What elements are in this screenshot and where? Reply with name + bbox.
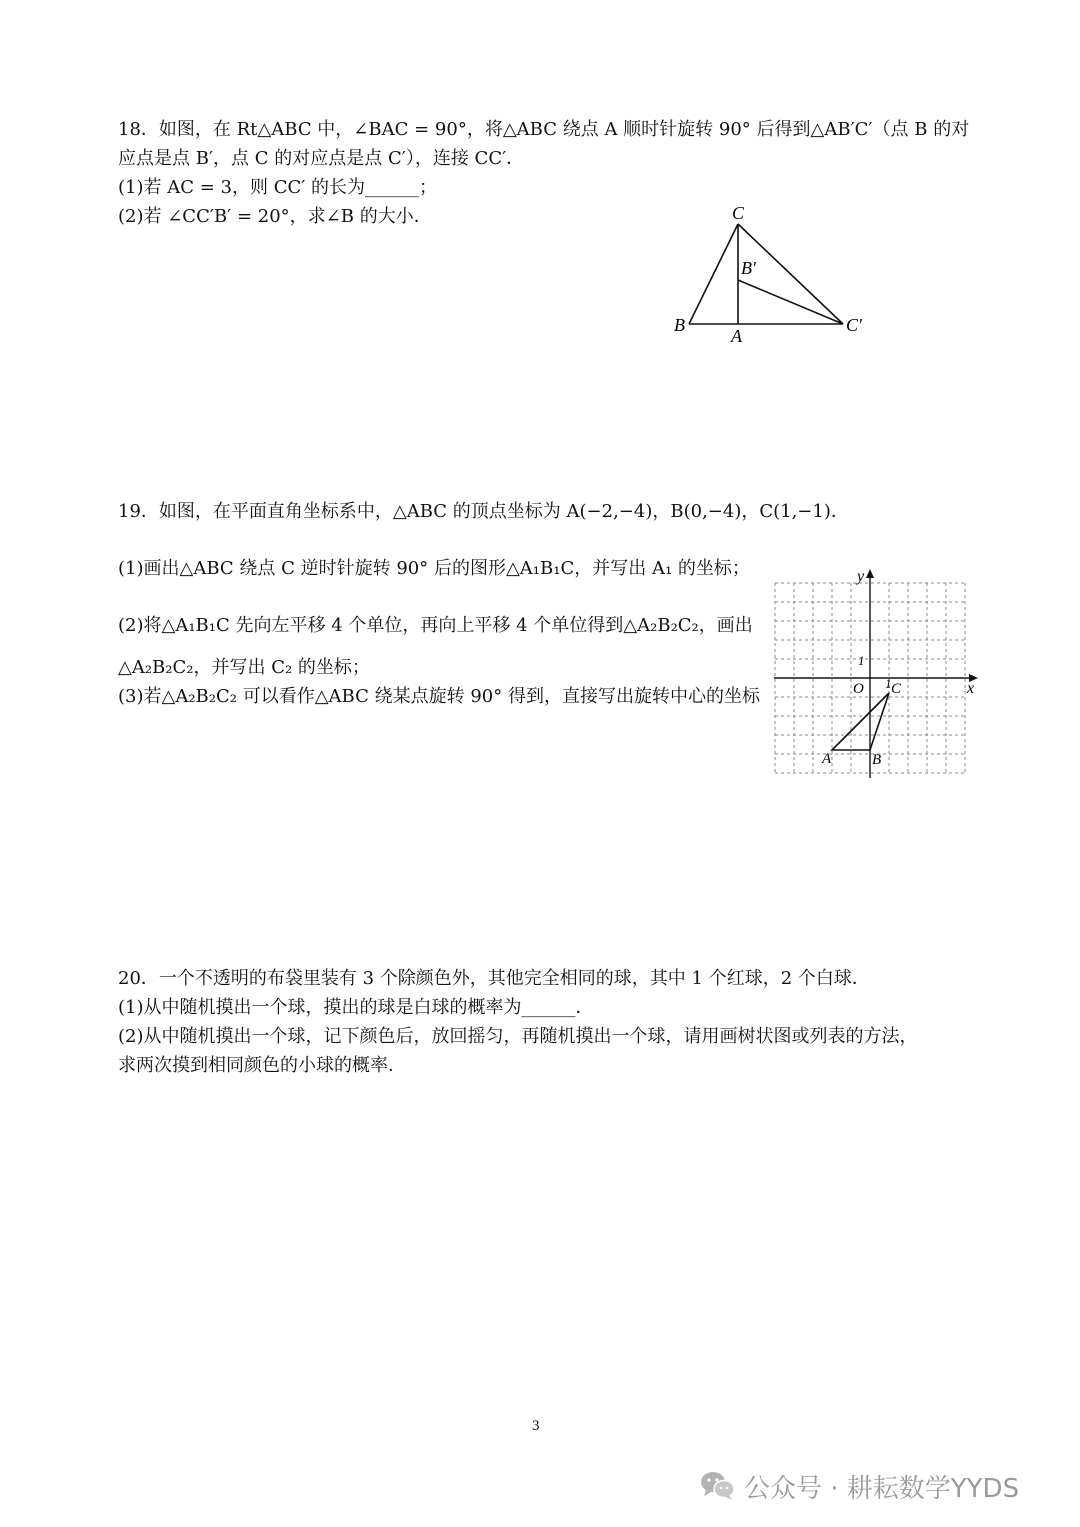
watermark: [700, 1466, 1019, 1506]
q19-part2-a: (2)将△A₁B₁C 先向左平移 4 个单位，再向上平移 4 个单位得到△A₂B₂C₂，画出: [118, 615, 753, 636]
origin-label: O: [853, 681, 864, 697]
y-axis-arrow: [866, 569, 874, 578]
label-C: C: [891, 681, 902, 697]
q20-part2-b: 求两次摸到相同颜色的小球的概率．: [118, 1055, 406, 1076]
triangle-ABC: [832, 693, 889, 750]
q20-part1: (1)从中随机摸出一个球，摸出的球是白球的概率为______．: [118, 997, 594, 1018]
wechat-icon: [700, 1470, 736, 1502]
watermark-text: 公众号 · 耕耘数学YYDS: [744, 1473, 1020, 1504]
q20-intro: 20．一个不透明的布袋里装有 3 个除颜色外，其他完全相同的球，其中 1 个红球，2 个白球．: [118, 968, 870, 989]
q19-coordinate-grid: [770, 565, 980, 780]
q18-line2: 应点是点 B′，点 C 的对应点是点 C′），连接 CC′．: [118, 148, 525, 169]
label-C: C: [732, 203, 745, 223]
q18-figure: [668, 200, 878, 350]
y-tick-1: 1: [858, 653, 865, 668]
q19-part2-b: △A₂B₂C₂，并写出 C₂ 的坐标；: [118, 657, 370, 678]
q19-part3: (3)若△A₂B₂C₂ 可以看作△ABC 绕某点旋转 90° 得到，直接写出旋转中心的坐标: [118, 686, 760, 707]
label-A: A: [822, 751, 832, 767]
label-A: A: [731, 326, 742, 346]
x-tick-1: 1: [885, 676, 892, 691]
q18-part2: (2)若 ∠CC′B′ = 20°，求∠B 的大小．: [118, 206, 432, 227]
x-axis-label: x: [967, 680, 975, 697]
y-axis-label: y: [857, 568, 865, 585]
label-B: B: [674, 315, 685, 335]
q18-line1: 18．如图，在 Rt△ABC 中，∠BAC = 90°，将△ABC 绕点 A 顺时针旋转 90° 后得到△AB′C′（点 B 的对: [118, 119, 970, 140]
q18-part1: (1)若 AC = 3，则 CC′ 的长为______；: [118, 177, 438, 198]
page-number: 3: [532, 1418, 540, 1434]
label-B-prime: B′: [741, 258, 756, 278]
q20-part2-a: (2)从中随机摸出一个球，记下颜色后，放回摇匀，再随机摸出一个球，请用画树状图或列表的方法，: [118, 1026, 918, 1047]
q19-intro: 19．如图，在平面直角坐标系中，△ABC 的顶点坐标为 A(−2,−4)，B(0,−4)，C(1,−1)．: [118, 501, 849, 522]
label-C-prime: C′: [846, 315, 862, 335]
q19-part1: (1)画出△ABC 绕点 C 逆时针旋转 90° 后的图形△A₁B₁C，并写出 A₁ 的坐标；: [118, 558, 750, 579]
label-B: B: [872, 752, 882, 768]
segment-BC: [689, 224, 738, 324]
segment-B-prime-C-prime: [738, 280, 843, 324]
